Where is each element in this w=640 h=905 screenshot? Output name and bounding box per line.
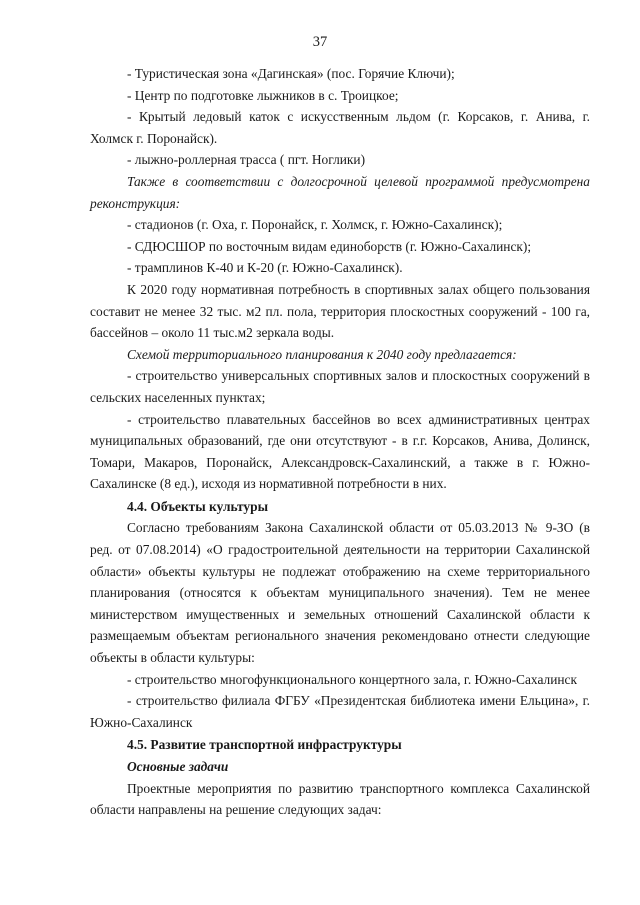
paragraph-2020-need: К 2020 году нормативная потребность в спортивных залах общего пользования составит не менее 32 тыс. м2 пл. пола, территория плоскостных сооружений - 100 га, бассейнов – около 11 тыс.м2 зеркала воды. [90,281,590,341]
reconstruction-intro: Также в соответствии с долгосрочной целевой программой предусмотрена реконструкция: [90,173,590,211]
paragraph-culture-law: Согласно требованиям Закона Сахалинской области от 05.03.2013 № 9-ЗО (в ред. от 07.08.2014) «О градостроительной деятельности на территории Сахалинской области» объекты культуры не подлежат отображению на схеме территориального планирования (относятся к объектам муниципального значения). Тем не менее министерством имущественных и земельных отношений Сахалинской области к размещаемым объектам регионального значения рекомендовано отнести следующие объекты в области культуры: [90,520,590,666]
subheading-main-tasks: Основные задачи [127,759,229,774]
document-body [90,63,590,821]
list-item-ski-center: - Центр по подготовке лыжников в с. Троицкое; [127,87,399,103]
section-heading-transport: 4.5. Развитие транспортной инфраструктуры [127,737,402,753]
list-item-ski-jumps: - трамплинов К-40 и К-20 (г. Южно-Сахалинск). [127,260,403,276]
list-item-library-branch: - строительство филиала ФГБУ «Президентская библиотека имени Ельцина», г. Южно-Сахалинск [90,693,590,730]
list-item-roller-track: - лыжно-роллерная трасса ( пгт. Ноглики) [127,152,366,168]
section-heading-culture: 4.4. Объекты культуры [127,498,269,514]
list-item-concert-hall: - строительство многофункционального концертного зала, г. Южно-Сахалинск [127,671,577,687]
page-number: 37 [312,34,328,50]
plan-2040-intro: Схемой территориального планирования к 2040 году предлагается: [127,346,517,362]
list-item-tourist-zone: - Туристическая зона «Дагинская» (пос. Горячие Ключи); [127,66,455,81]
list-item-ice-rink: - Крытый ледовый каток с искусственным льдом (г. Корсаков, г. Анива, г. Холмск г. Поронайск). [90,109,590,146]
list-item-swimming-pools: - строительство плавательных бассейнов во всех административных центрах муниципальных образований, где они отсутствуют - в г.г. Корсаков, Анива, Долинск, Томари, Макаров, Поронайск, Александровск-Сахалинский, а также в г. Южно-Сахалинске (8 ед.), исходя из нормативной потребности в них. [90,411,590,492]
paragraph-transport-tasks: Проектные мероприятия по развитию транспортного комплекса Сахалинской области направлены на решение следующих задач: [90,780,590,818]
list-item-sports-halls: - строительство универсальных спортивных залов и плоскостных сооружений в сельских населенных пунктах; [90,368,590,405]
list-item-stadiums: - стадионов (г. Оха, г. Поронайск, г. Холмск, г. Южно-Сахалинск); [127,217,503,233]
list-item-sports-school: - СДЮСШОР по восточным видам единоборств (г. Южно-Сахалинск); [127,238,532,254]
